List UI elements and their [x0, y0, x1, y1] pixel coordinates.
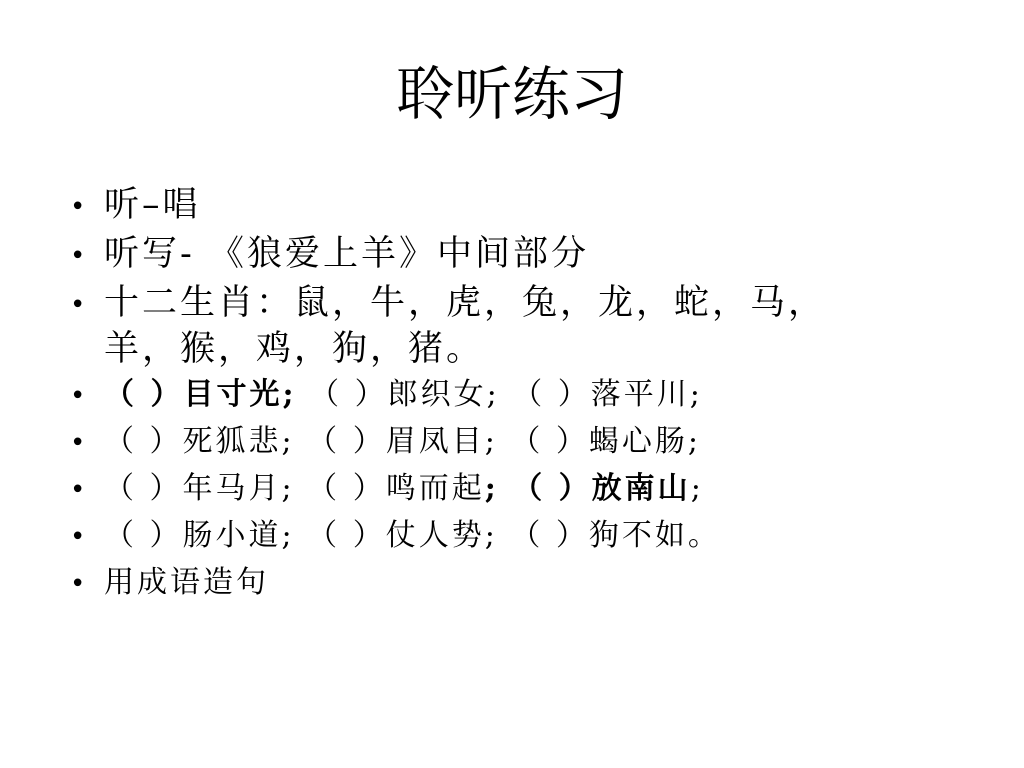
bullet-text: ;: [690, 471, 704, 506]
bullet-list: [64, 182, 964, 610]
bullet-text: 听写- 《狼爱上羊》中间部分: [104, 234, 589, 274]
bullet-icon: •: [70, 569, 89, 599]
bullet-icon: •: [70, 381, 89, 411]
bullet-icon: •: [70, 290, 89, 320]
bullet-text: （ ）肠小道; （ ）仗人势; （ ）狗不如。: [104, 518, 721, 553]
bullet-icon: •: [70, 522, 89, 552]
bullet-text: 用成语造句: [104, 565, 269, 600]
bullet-item-make-sentence: [64, 563, 964, 603]
bullet-item-idiom-row-1: [64, 375, 964, 415]
bullet-text-bold: ;: [484, 471, 499, 506]
bullet-text: （ ）年马月; （ ）鸣而起: [104, 471, 485, 506]
bullet-text-bold: （ ）目寸光;: [104, 377, 297, 412]
bullet-icon: •: [70, 475, 89, 505]
bullet-text: 听–唱: [104, 185, 201, 225]
bullet-item-listen-sing: [64, 182, 964, 228]
bullet-item-idiom-row-4: [64, 516, 964, 556]
bullet-icon: •: [70, 241, 89, 271]
bullet-icon: •: [70, 192, 89, 222]
slide-title: 聆听练习: [395, 60, 628, 128]
bullet-item-zodiac: [64, 280, 964, 372]
bullet-text-line2: 羊，猴，鸡，狗，猪。: [104, 329, 485, 369]
bullet-item-idiom-row-2: [64, 422, 964, 462]
bullet-item-dictation: [64, 231, 964, 277]
bullet-text: （ ）郎织女; （ ）落平川;: [296, 377, 703, 412]
bullet-text-line1: 十二生肖：鼠，牛，虎，兔，龙，蛇，马，: [104, 283, 827, 323]
bullet-icon: •: [70, 428, 89, 458]
bullet-item-idiom-row-3: [64, 469, 964, 509]
bullet-text-bold: （ ）放南山: [498, 471, 691, 506]
bullet-text: （ ）死狐悲; （ ）眉凤目; （ ）蝎心肠;: [104, 424, 702, 459]
